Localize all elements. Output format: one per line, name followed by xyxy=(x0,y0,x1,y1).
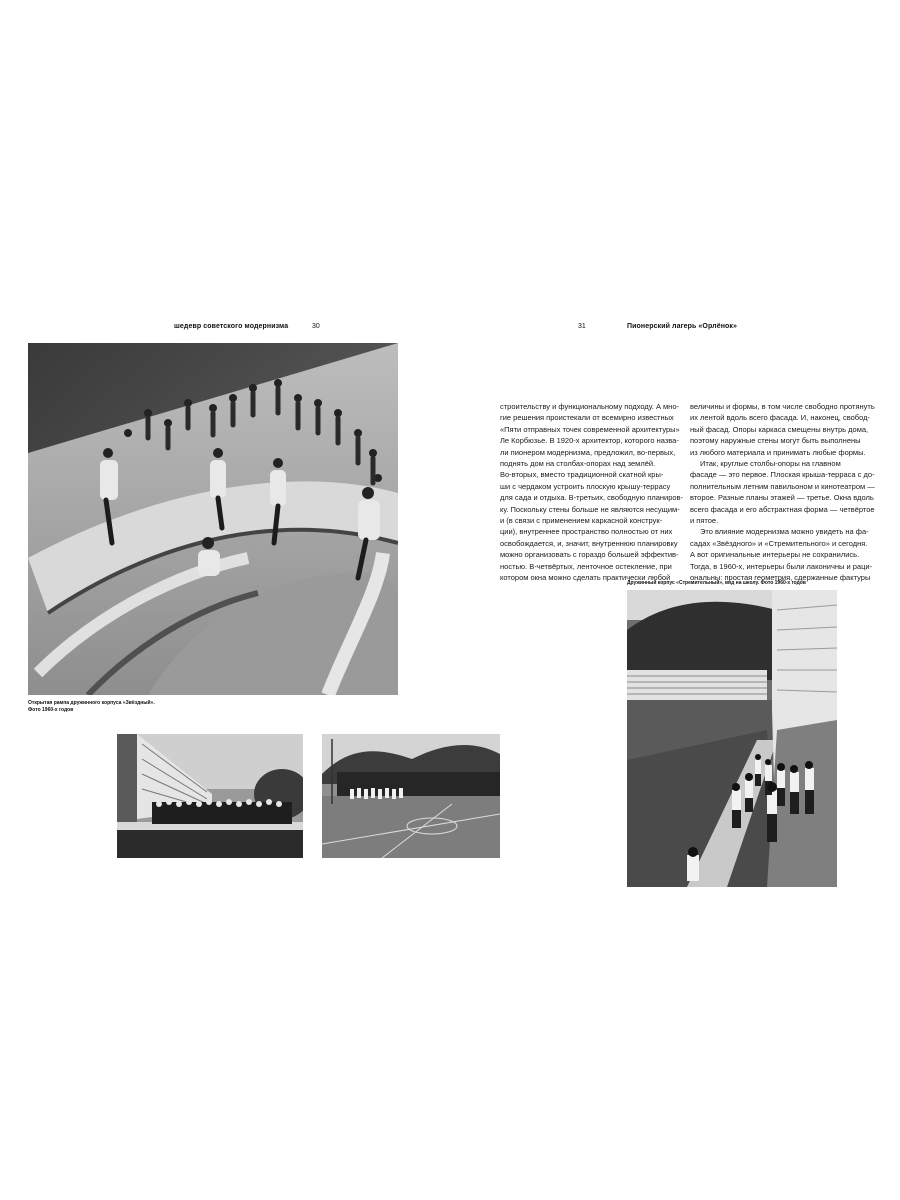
main-photo-caption-line-2: Фото 1960-х годов xyxy=(28,707,74,713)
col2-line: полнительным летним павильоном и кинотеатром — xyxy=(690,481,875,491)
col2-line: ный фасад. Опоры каркаса смещены внутрь дома, xyxy=(690,424,869,434)
building-gallery-photo-image xyxy=(627,590,837,887)
col2-line: поэтому наружные стены могут быть выполнены xyxy=(690,436,861,446)
col1-line: ши с чердаком устроить плоскую крышу-террасу xyxy=(500,481,671,491)
col1-line: «Пяти отправных точек современной архитектуры» xyxy=(500,424,680,434)
col2-line: ональны: простая геометрия, сдержанные фактуры xyxy=(690,573,871,583)
col1-line: Ле Корбюзье. В 1920-х архитектор, которого назва- xyxy=(500,436,679,446)
col2-line: их лентой вдоль всего фасада. И, наконец, свобод- xyxy=(690,413,870,423)
col1-line: освобождается, и, значит, внутреннюю планировку xyxy=(500,538,678,548)
col2-line: Это влияние модернизма можно увидеть на фа- xyxy=(700,527,869,537)
col2-line: Тогда, в 1960-х, интерьеры были лаконичны и раци- xyxy=(690,561,873,571)
col2-line: величины и формы, в том числе свободно протянуть xyxy=(690,402,875,411)
text-column-2 xyxy=(690,401,875,584)
building-gallery-photo xyxy=(627,590,837,887)
col2-line: и пятое. xyxy=(690,516,719,526)
group-photo-image xyxy=(117,734,303,858)
col1-line: можно организовать с гораздо большей эффектив- xyxy=(500,550,679,560)
col1-line: ли пионером модернизма, предложил, во-первых, xyxy=(500,447,676,457)
right-page-number: 31 xyxy=(578,323,586,330)
left-page-number: 30 xyxy=(312,323,320,330)
col1-line: поднять дом на столбах-опорах над землёй. xyxy=(500,459,656,469)
col1-line: Во-вторых, вместо традиционной скатной кры- xyxy=(500,470,664,480)
col2-line: фасаде — это первое. Плоская крыша-терраса с до- xyxy=(690,470,875,480)
col1-line: котором окна можно сделать практически любой xyxy=(500,573,671,583)
main-photo-image xyxy=(28,343,398,695)
col1-line: ностью. В-четвёртых, ленточное остекление, при xyxy=(500,561,672,571)
col1-line: ции), внутреннее пространство полностью от них xyxy=(500,527,673,537)
col2-line: второе. Разные планы этажей — третье. Окна вдоль xyxy=(690,493,874,503)
main-photo-caption-line-1: Открытая рампа дружинного корпуса «Звёздный». xyxy=(28,700,155,706)
right-running-head: Пионерский лагерь «Орлёнок» xyxy=(627,323,738,330)
left-running-head: шедевр советского модернизма xyxy=(174,323,289,330)
col2-line: всего фасада и его абстрактная форма — четвёртое xyxy=(690,504,875,514)
col2-line: А вот оригинальные интерьеры не сохранились. xyxy=(690,550,860,560)
right-photo-caption: Дружинный корпус «Стремительный», вид на школу. Фото 1960-х годов xyxy=(627,580,806,586)
col1-line: ку. Поскольку стены больше не являются несущим- xyxy=(500,504,680,514)
text-column-1 xyxy=(500,401,682,584)
col1-line: и (в связи с применением каркасной конструк- xyxy=(500,516,663,526)
group-photo xyxy=(117,734,303,858)
col2-line: Итак, круглые столбы-опоры на главном xyxy=(700,459,841,469)
col1-line: для сада и отдыха. В-третьих, свободную планиров- xyxy=(500,493,684,503)
sports-ground-photo xyxy=(322,734,500,858)
col2-line: из любого материала и принимать любые формы. xyxy=(690,447,866,457)
col1-line: строительству и функциональному подходу. А мно- xyxy=(500,402,679,411)
col1-line: гие решения проистекали от всемирно известных xyxy=(500,413,674,423)
sports-ground-photo-image xyxy=(322,734,500,858)
main-photo-caption xyxy=(28,700,155,714)
col2-line: садах «Звёздного» и «Стремительного» и сегодня. xyxy=(690,538,868,548)
main-photo xyxy=(28,343,398,695)
